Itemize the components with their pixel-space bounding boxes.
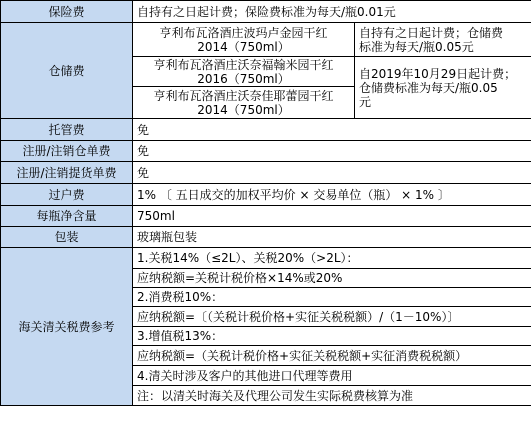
table-row [1,184,531,206]
table-row [1,162,531,184]
storage-item-2-name: 亨利布瓦洛酒庄沃奈福翰米园干红 [153,57,334,72]
table-row [1,248,531,269]
table-row [1,119,531,141]
packaging-value: 玻璃瓶包装 [133,227,531,248]
customs-line-7: 4.清关时涉及客户的其他进口代理等费用 [133,366,531,386]
storage-note-b-line3: 元 [359,94,372,109]
storage-note-a-line2: 标准为每天/瓶0.05元 [359,39,474,54]
table-row [1,206,531,227]
table-row [1,141,531,162]
storage-item-2 [133,57,355,87]
net-content-value: 750ml [133,206,531,227]
storage-note-b-line1: 自2019年10月29日起计费； [359,66,517,81]
warehouse-receipt-label: 注册/注销仓单费 [1,141,133,162]
customs-line-6: 应纳税额=（关税计税价格+实征关税税额+实征消费税税额） [133,346,531,366]
customs-line-3: 2.消费税10%： [133,288,531,307]
delivery-receipt-value: 免 [133,162,531,184]
customs-label: 海关清关税费参考 [1,248,133,406]
storage-item-3-name: 亨利布瓦洛酒庄沃奈佳耶蕾园干红 [153,88,334,103]
table-row [1,23,531,57]
storage-label: 仓储费 [1,23,133,119]
insurance-label: 保险费 [1,1,133,23]
delivery-receipt-label: 注册/注销提货单费 [1,162,133,184]
storage-note-a-line1: 自持有之日起计费；仓储费 [359,25,504,40]
customs-line-1: 1.关税14%（≤2L）、关税20%（>2L）： [133,248,531,269]
storage-note-b [355,57,531,119]
net-content-label: 每瓶净含量 [1,206,133,227]
storage-item-3 [133,87,355,119]
transfer-value: 1% 〔 五日成交的加权平均价 × 交易单位（瓶） × 1% 〕 [133,184,531,206]
table-row [1,1,531,23]
customs-line-4: 应纳税额=〔（关税计税价格+实征关税税额）/（1－10%）〕 [133,307,531,327]
customs-line-8: 注：以清关时海关及代理公司发生实际税费核算为准 [133,386,531,406]
customs-line-5: 3.增值税13%： [133,327,531,346]
storage-item-3-vintage: 2014（750ml） [197,102,290,117]
table-row [1,227,531,248]
storage-item-2-vintage: 2016（750ml） [197,71,290,86]
custody-value: 免 [133,119,531,141]
warehouse-receipt-value: 免 [133,141,531,162]
custody-label: 托管费 [1,119,133,141]
storage-item-1-name: 亨利布瓦洛酒庄波玛卢金园干红 [159,25,328,40]
transfer-label: 过户费 [1,184,133,206]
storage-note-b-line2: 仓储费标准为每天/瓶0.05 [359,80,498,95]
customs-line-2: 应纳税额=关税计税价格×14%或20% [133,269,531,288]
packaging-label: 包装 [1,227,133,248]
storage-note-a [355,23,531,57]
storage-item-1-vintage: 2014（750ml） [197,39,290,54]
storage-item-1 [133,23,355,57]
insurance-value: 自持有之日起计费；保险费标准为每天/瓶0.01元 [133,1,531,23]
